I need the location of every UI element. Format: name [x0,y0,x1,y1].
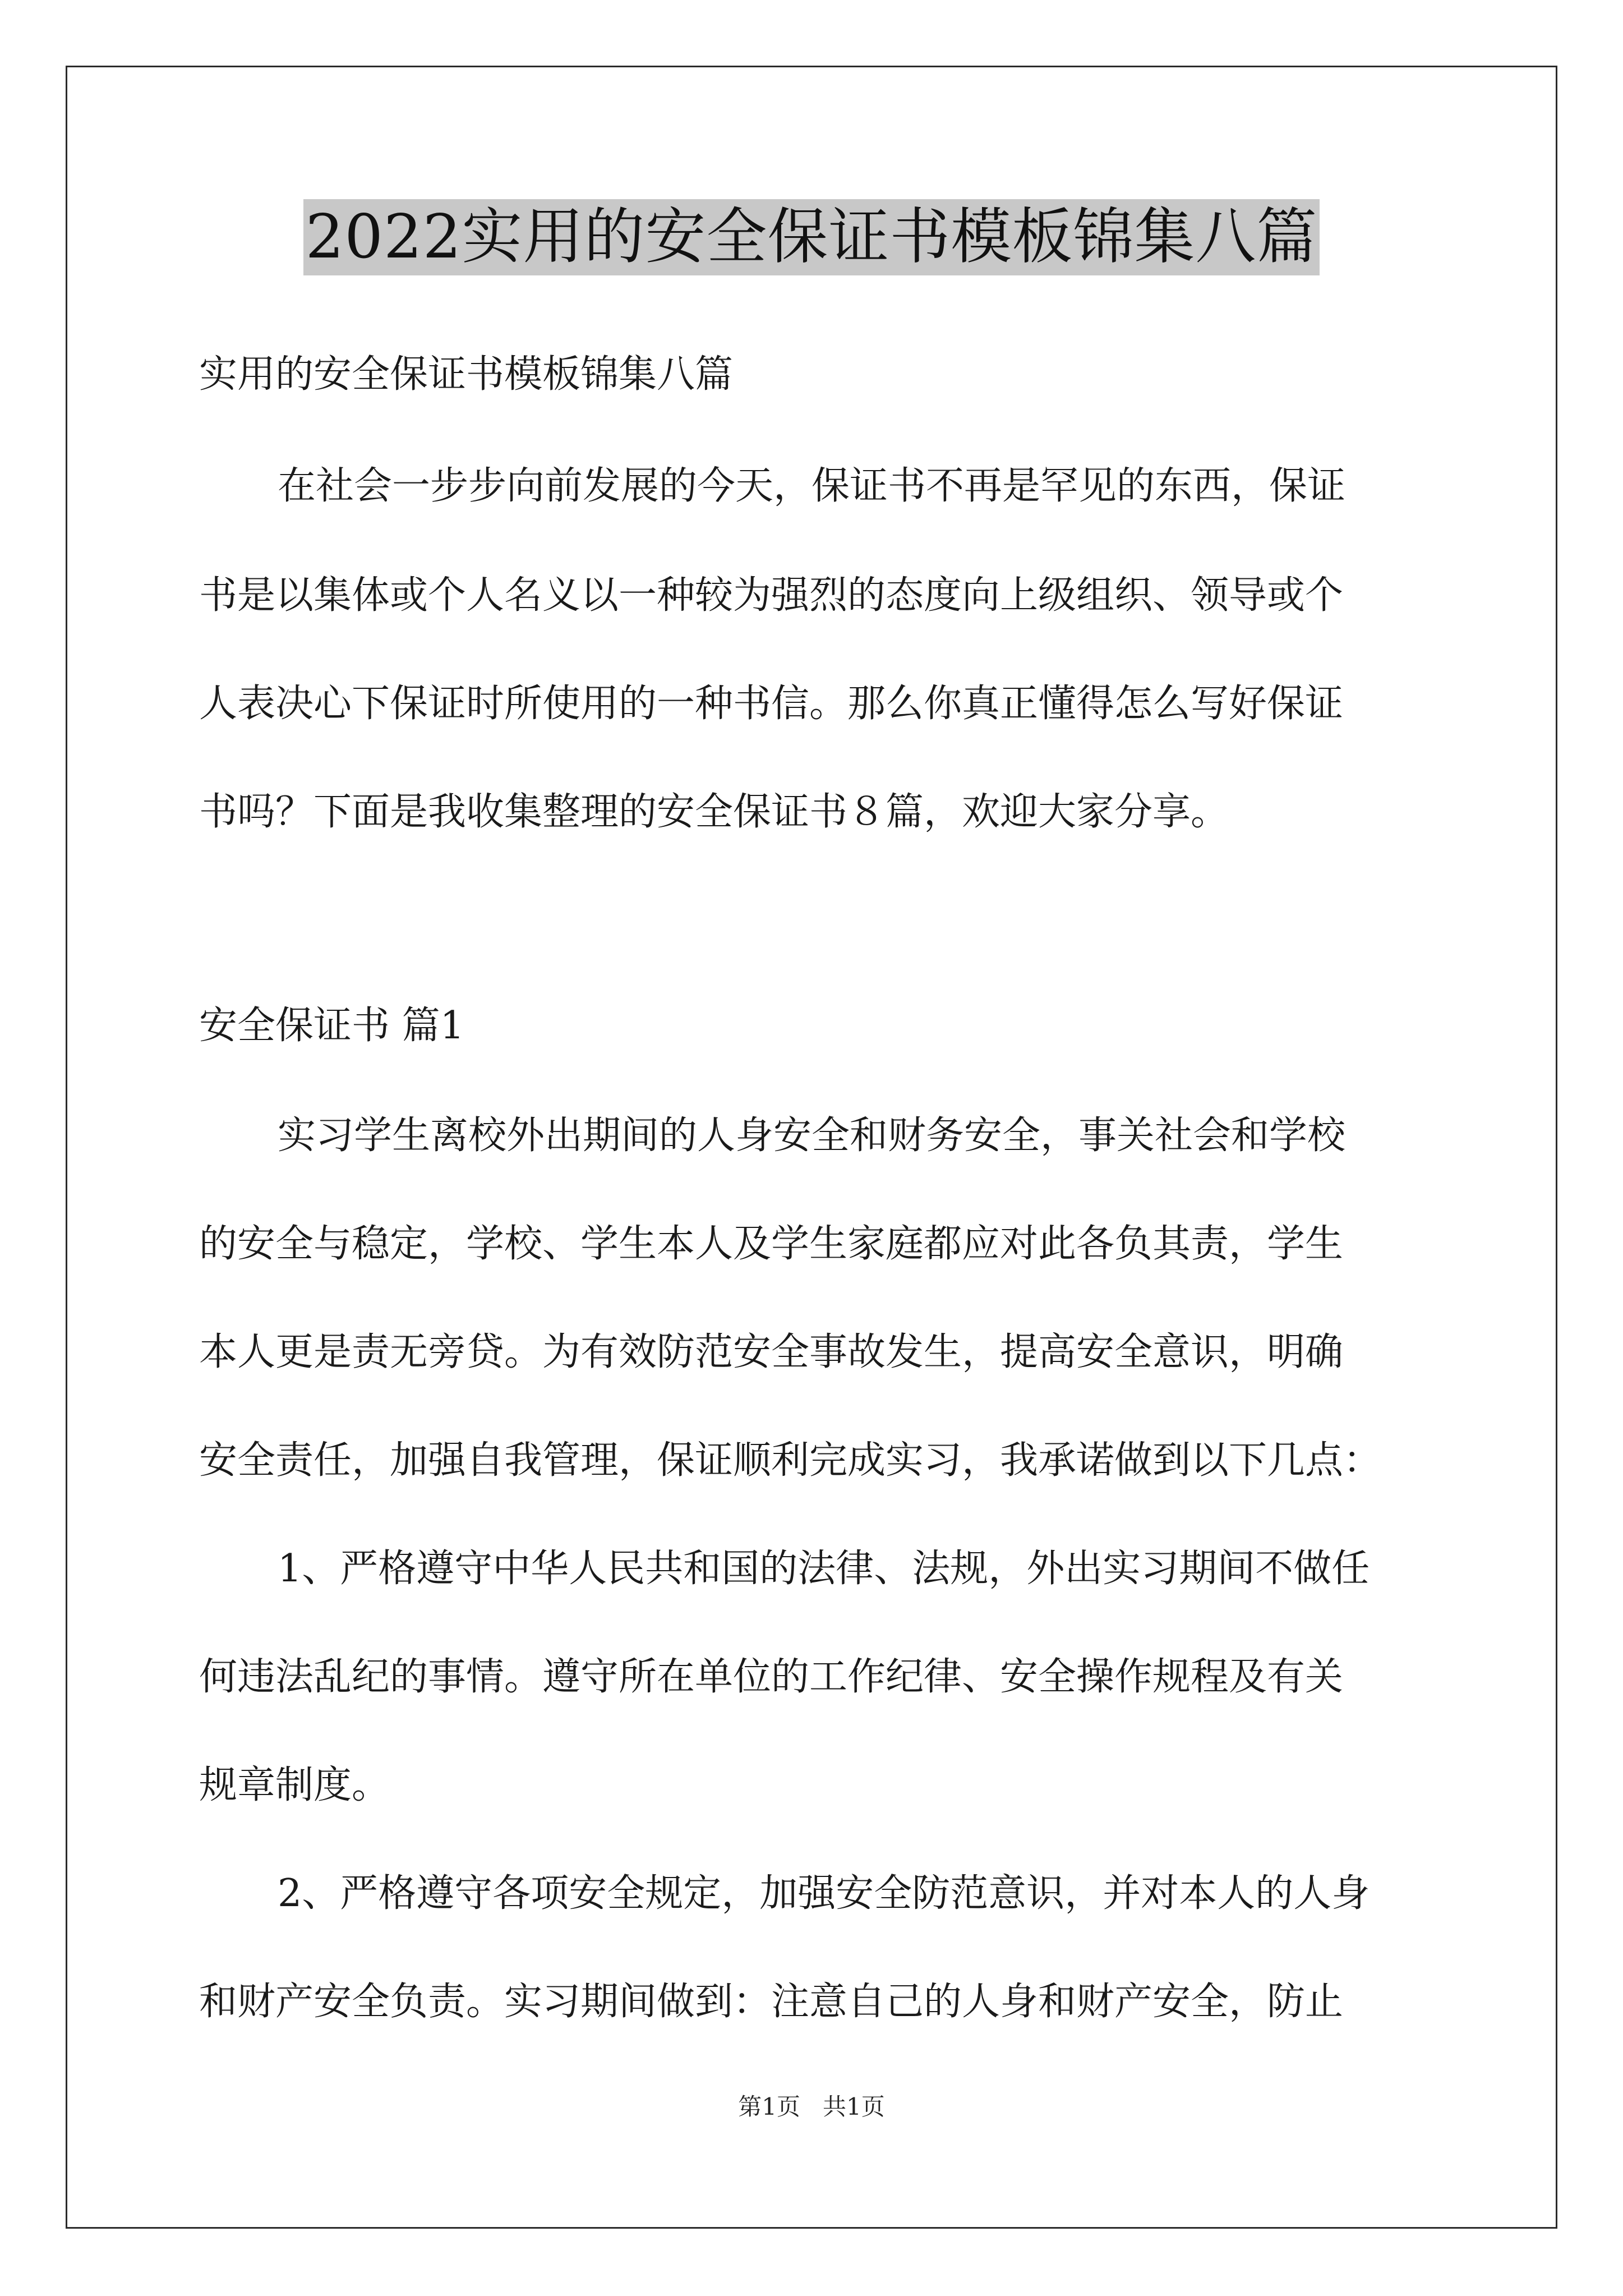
section-line-3: 本人更是责无旁贷。为有效防范安全事故发生，提高安全意识，明确 [199,1330,1344,1374]
title-container [0,199,1623,275]
section-line-5: 1、严格遵守中华人民共和国的法律、法规，外出实习期间不做任 [278,1547,1370,1591]
page-footer: 第1页 共1页 [738,2093,885,2120]
document-subtitle: 实用的安全保证书模板锦集八篇 [199,352,734,397]
section-line-8: 2、严格遵守各项安全规定，加强安全防范意识，并对本人的人身 [278,1871,1370,1916]
intro-line-2: 书是以集体或个人名义以一种较为强烈的态度向上级组织、领导或个 [199,573,1344,618]
section-line-1: 实习学生离校外出期间的人身安全和财务安全，事关社会和学校 [278,1114,1346,1158]
section-line-9: 和财产安全负责。实习期间做到：注意自己的人身和财产安全，防止 [199,1980,1344,2024]
intro-line-4: 书吗？下面是我收集整理的安全保证书８篇，欢迎大家分享。 [199,790,1229,834]
section-line-4: 安全责任，加强自我管理，保证顺利完成实习，我承诺做到以下几点： [199,1438,1382,1483]
section-heading: 安全保证书 篇1 [199,1004,464,1048]
section-line-6: 何违法乱纪的事情。遵守所在单位的工作纪律、安全操作规程及有关 [199,1655,1344,1699]
section-line-7: 规章制度。 [199,1763,390,1807]
intro-line-1: 在社会一步步向前发展的今天，保证书不再是罕见的东西，保证 [278,464,1346,508]
document-title: 2022实用的安全保证书模板锦集八篇 [303,199,1320,275]
section-line-2: 的安全与稳定，学校、学生本人及学生家庭都应对此各负其责，学生 [199,1222,1344,1266]
intro-line-3: 人表决心下保证时所使用的一种书信。那么你真正懂得怎么写好保证 [199,682,1344,726]
